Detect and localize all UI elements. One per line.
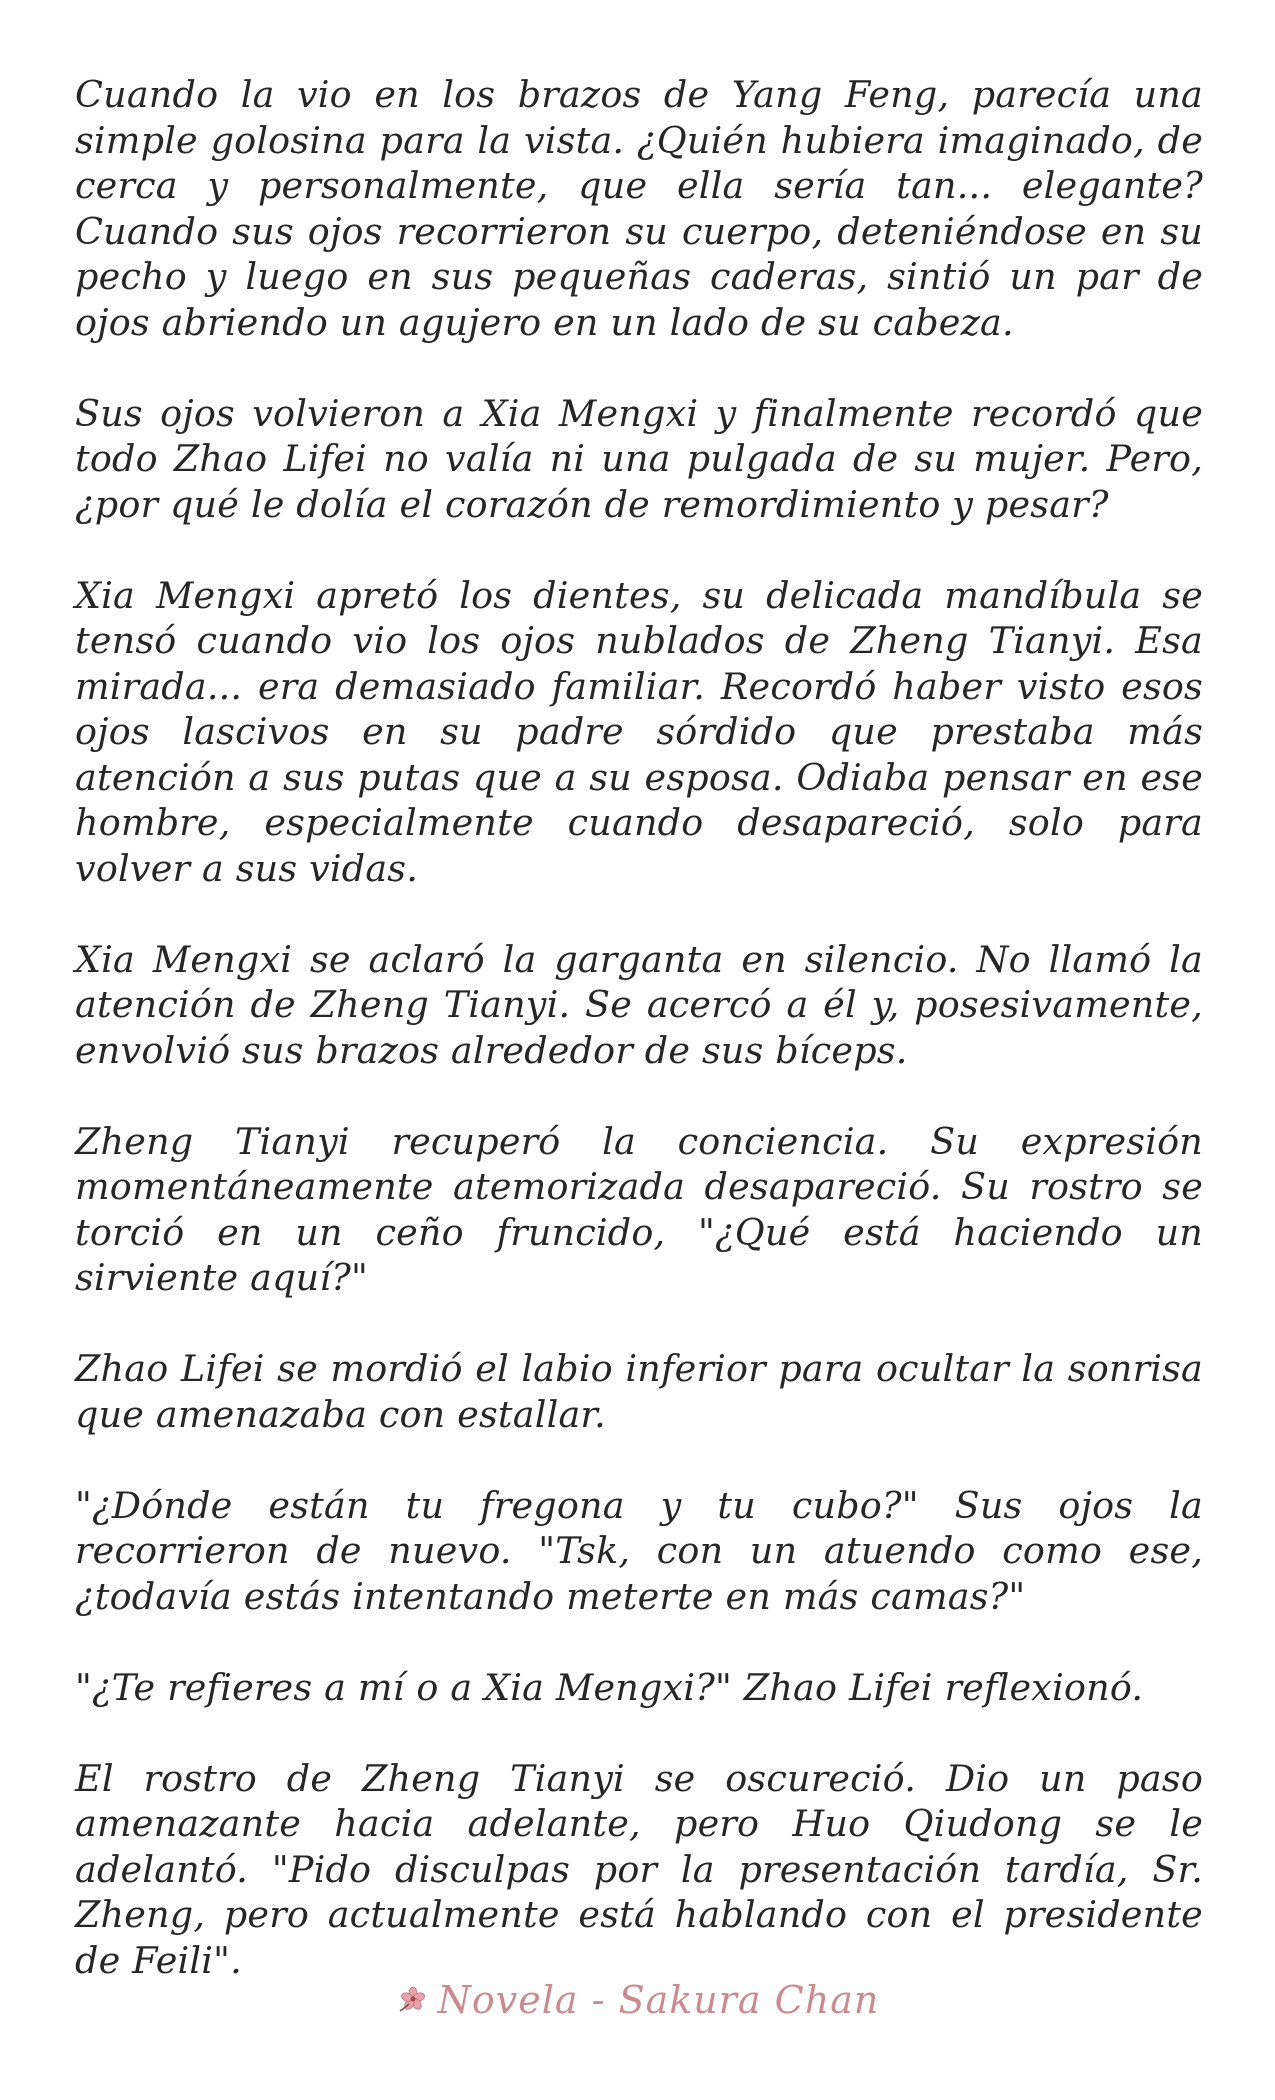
paragraph-3: Xia Mengxi apretó los dientes, su delicada mandíbula se tensó cuando vio los ojos nublados de Zheng Tianyi. Esa mirada... era demasiado familiar. Recordó haber visto esos ojos lascivos en su padre sórdido que prestaba más atención a sus putas que a su esposa. Odiaba pensar en ese hombre, especialmente cuando desapareció, solo para volver a sus vidas. xyxy=(75,573,1203,890)
paragraph-1: Cuando la vio en los brazos de Yang Feng, parecía una simple golosina para la vista. ¿Quién hubiera imaginado, de cerca y personalmente, que ella sería tan... elegante? Cuando sus ojos recorrieron su cuerpo, deteniéndose en su pecho y luego en sus pequeñas caderas, sintió un par de ojos abriendo un agujero en un lado de su cabeza. xyxy=(75,73,1203,344)
paragraph-5: Zheng Tianyi recuperó la conciencia. Su expresión momentáneamente atemorizada desapareció. Su rostro se torció en un ceño fruncido, "¿Qué está haciendo un sirviente aquí?" xyxy=(75,1119,1203,1299)
document-body xyxy=(75,72,1203,1983)
paragraph-6: Zhao Lifei se mordió el labio inferior para ocultar la sonrisa que amenazaba con estallar. xyxy=(75,1347,1203,1436)
watermark-text: Novela - Sakura Chan xyxy=(437,1978,880,2022)
paragraph-4: Xia Mengxi se aclaró la garganta en silencio. No llamó la atención de Zheng Tianyi. Se acercó a él y, posesivamente, envolvió sus brazos alrededor de sus bíceps. xyxy=(75,937,1203,1072)
watermark xyxy=(0,1978,1275,2022)
paragraph-2: Sus ojos volvieron a Xia Mengxi y finalmente recordó que todo Zhao Lifei no valía ni una pulgada de su mujer. Pero, ¿por qué le dolía el corazón de remordimiento y pesar? xyxy=(75,391,1203,526)
cherry-blossom-icon xyxy=(396,1980,430,2010)
paragraph-7: "¿Dónde están tu fregona y tu cubo?" Sus ojos la recorrieron de nuevo. "Tsk, con un atuendo como ese, ¿todavía estás intentando meterte en más camas?" xyxy=(75,1483,1203,1618)
paragraph-9: El rostro de Zheng Tianyi se oscureció. Dio un paso amenazante hacia adelante, pero Huo Qiudong se le adelantó. "Pido disculpas por la presentación tardía, Sr. Zheng, pero actualmente está hablando con el presidente de Feili". xyxy=(75,1756,1203,1982)
paragraph-8: "¿Te refieres a mí o a Xia Mengxi?" Zhao Lifei reflexionó. xyxy=(75,1665,1144,1709)
